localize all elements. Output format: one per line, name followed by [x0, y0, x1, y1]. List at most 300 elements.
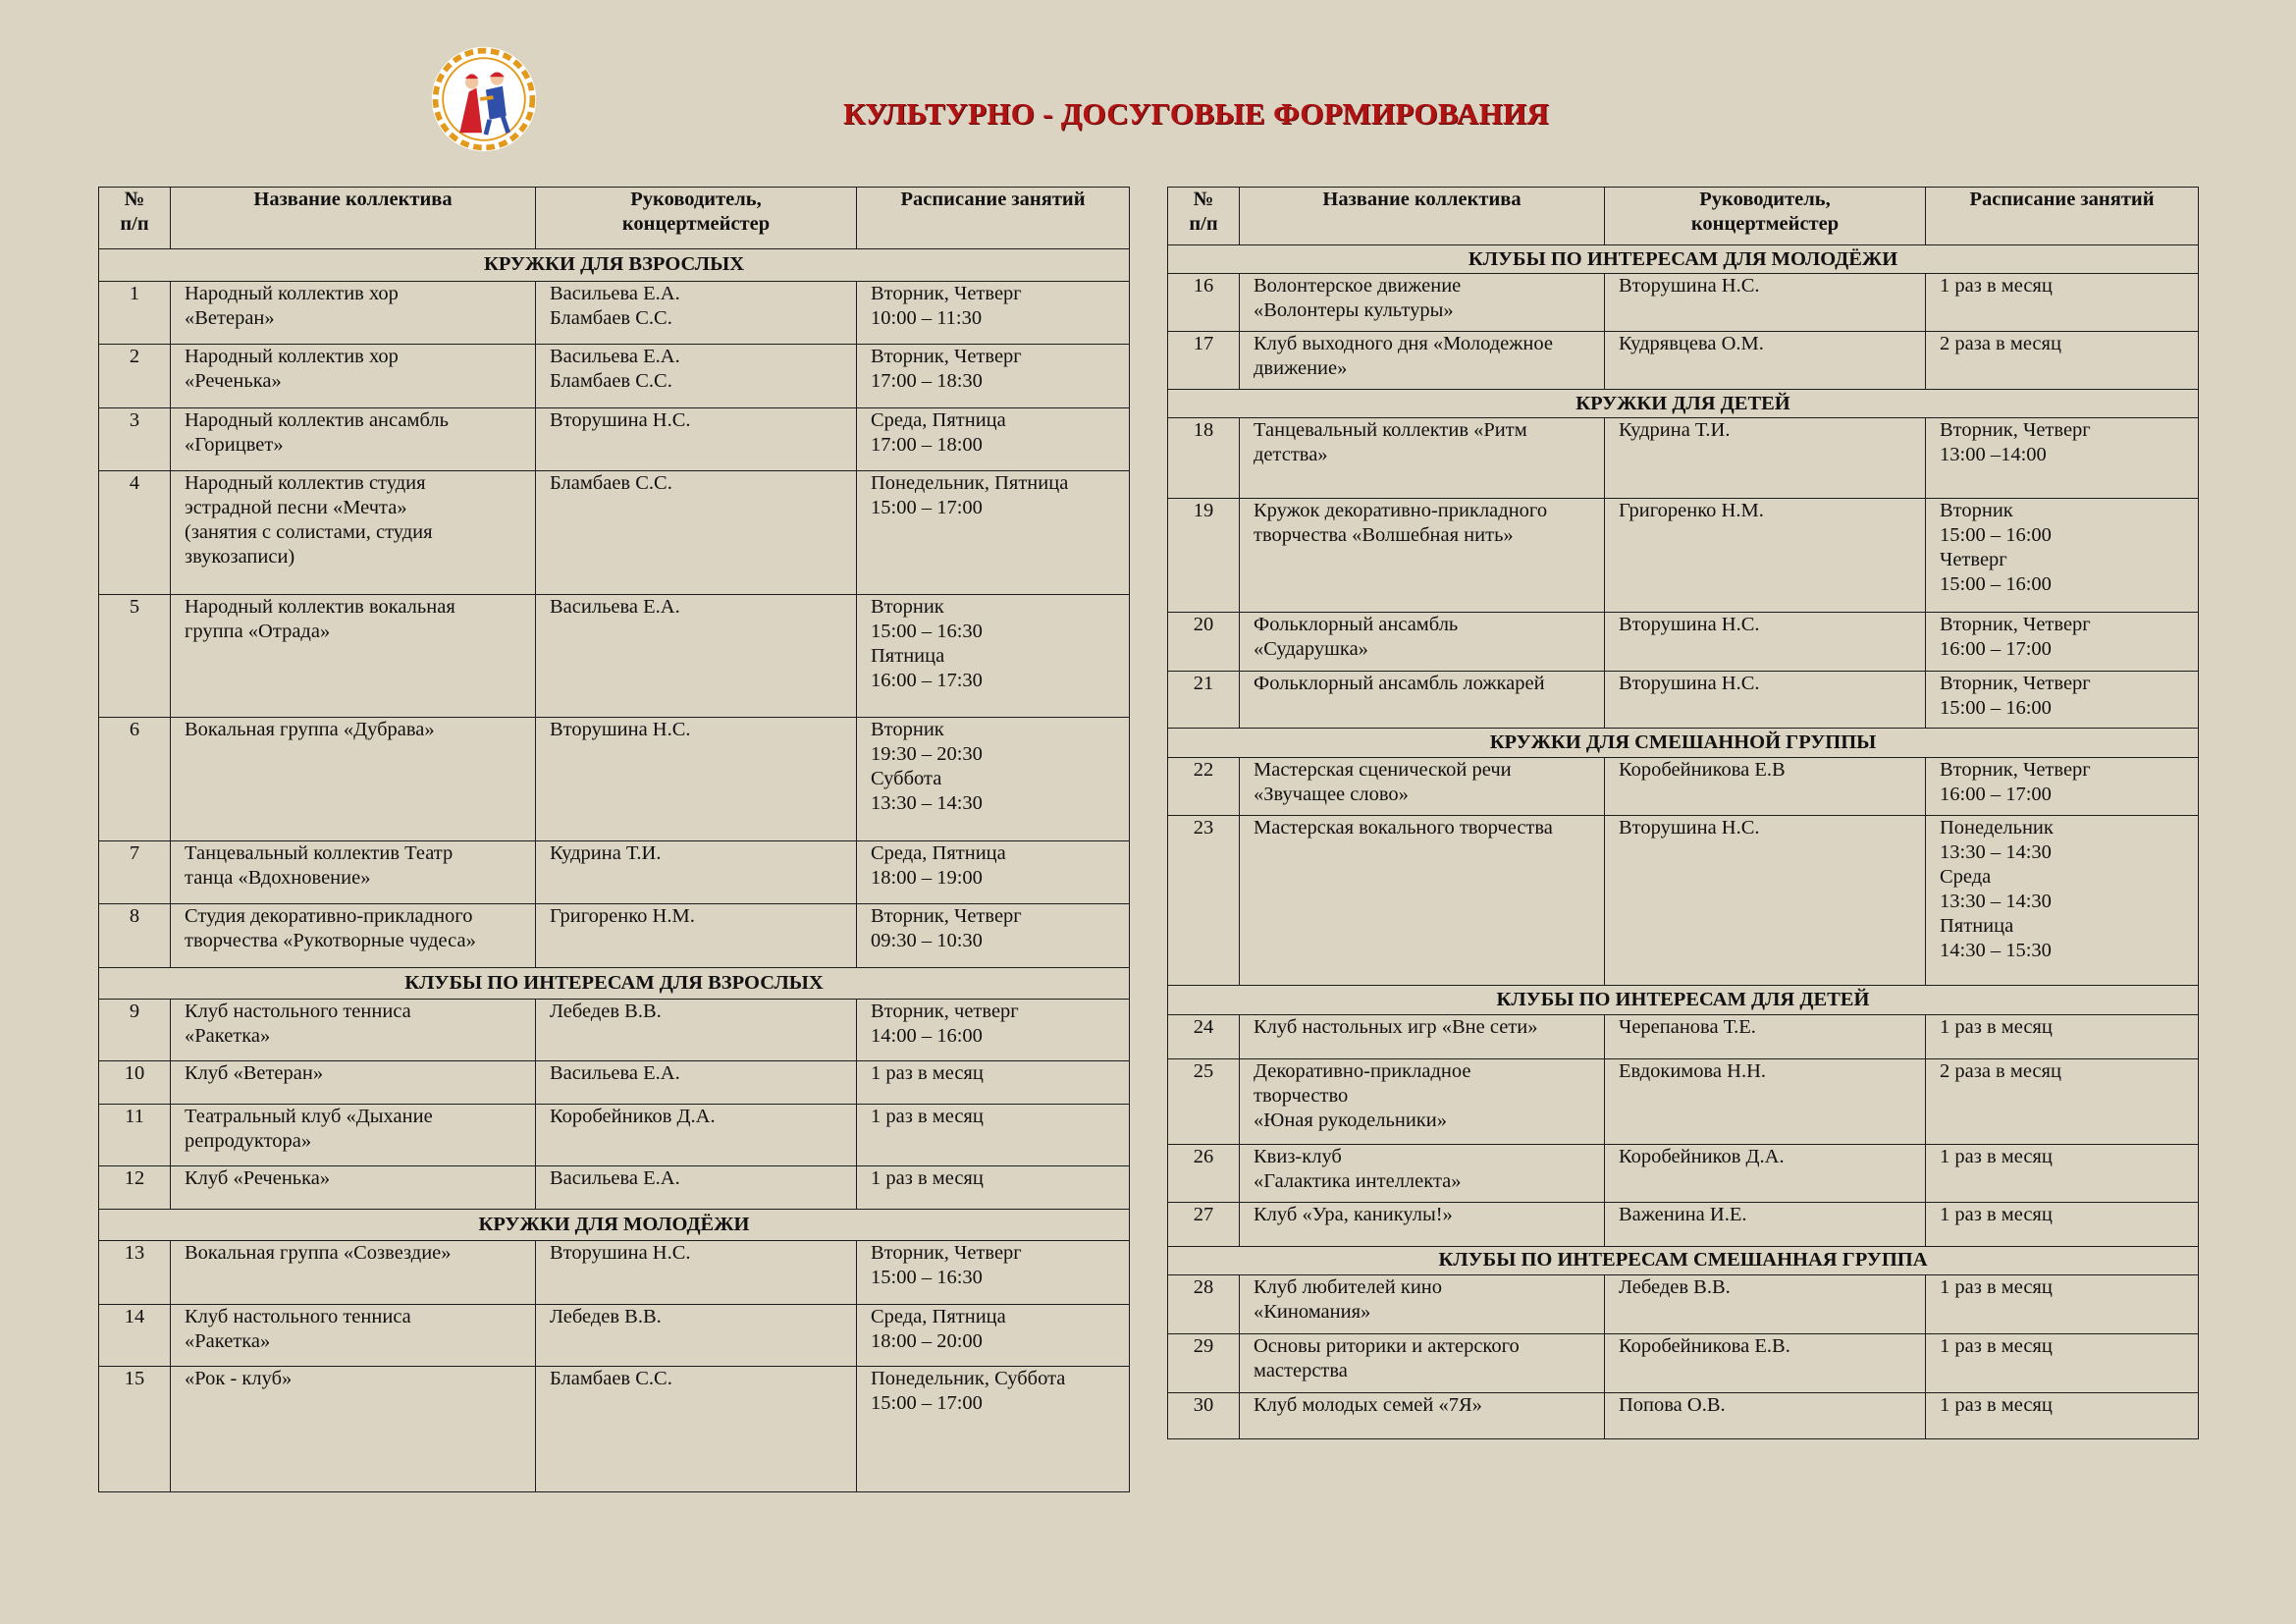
cell-schedule-line: Вторник, Четверг — [1940, 672, 2091, 694]
table-row — [99, 594, 1130, 717]
section-heading-row — [1168, 986, 2199, 1015]
row-number: 16 — [1168, 274, 1240, 332]
cell-name — [171, 471, 536, 594]
table-row — [1168, 1145, 2199, 1203]
table-row — [99, 904, 1130, 968]
cell-schedule — [1926, 1392, 2199, 1438]
cell-name-line: Студия декоративно-прикладного — [185, 905, 473, 928]
cell-schedule — [857, 407, 1130, 471]
cell-name — [1240, 1334, 1605, 1393]
table-header-row — [99, 188, 1130, 249]
cell-schedule-line: 14:30 – 15:30 — [1940, 939, 2052, 961]
cell-name-line: Кружок декоративно-прикладного — [1254, 500, 1548, 521]
section-heading: КЛУБЫ ПО ИНТЕРЕСАМ СМЕШАННАЯ ГРУППА — [1168, 1246, 2199, 1275]
cell-name-line: Вокальная группа «Созвездие» — [185, 1242, 452, 1265]
row-number: 1 — [99, 281, 171, 345]
cell-schedule — [857, 594, 1130, 717]
cell-schedule-line: 15:00 – 17:00 — [871, 497, 983, 519]
cell-leader — [1605, 758, 1926, 816]
cell-schedule-line: Суббота — [871, 768, 942, 790]
cell-leader — [1605, 815, 1926, 985]
header-leader-line: Руководитель, — [630, 189, 762, 210]
cell-name — [171, 1166, 536, 1209]
cell-name — [171, 1104, 536, 1165]
cell-leader — [1605, 274, 1926, 332]
row-number: 28 — [1168, 1275, 1240, 1334]
section-heading: КЛУБЫ ПО ИНТЕРЕСАМ ДЛЯ ВЗРОСЛЫХ — [99, 967, 1130, 999]
cell-name-line: репродуктора» — [185, 1129, 312, 1152]
cell-leader-line: Бламбаев С.С. — [550, 306, 672, 329]
cell-name-line: Мастерская вокального творчества — [1254, 816, 1553, 839]
cell-name-line: звукозаписи) — [185, 546, 295, 568]
row-number: 30 — [1168, 1392, 1240, 1438]
table-row — [99, 718, 1130, 840]
cell-leader — [1605, 1275, 1926, 1334]
cell-name — [171, 594, 536, 717]
cell-schedule — [857, 718, 1130, 840]
cell-leader-line: Важенина И.Е. — [1619, 1203, 1747, 1225]
table-row — [99, 1366, 1130, 1491]
cell-schedule-line: Среда, Пятница — [871, 841, 1006, 864]
section-heading: КЛУБЫ ПО ИНТЕРЕСАМ ДЛЯ МОЛОДЁЖИ — [1168, 244, 2199, 274]
cell-schedule-line: Вторник, Четверг — [871, 1242, 1022, 1265]
cell-name-line: «Сударушка» — [1254, 638, 1368, 660]
cell-leader — [536, 407, 857, 471]
cell-schedule-line: 1 раз в месяц — [871, 1062, 984, 1085]
cell-schedule-line: 15:00 – 16:00 — [1940, 696, 2052, 719]
cell-schedule-line: Понедельник, Суббота — [871, 1367, 1066, 1389]
cell-name — [171, 904, 536, 968]
cell-schedule-line: 15:00 – 17:00 — [871, 1391, 983, 1414]
cell-name — [1240, 1202, 1605, 1246]
cell-name-line: «Ракетка» — [185, 1025, 271, 1048]
cell-schedule-line: 2 раза в месяц — [1940, 333, 2061, 355]
cell-name-line: Декоративно-прикладное — [1254, 1059, 1471, 1082]
cell-name-line: «Звучащее слово» — [1254, 784, 1409, 806]
cell-name — [171, 1304, 536, 1366]
cell-name-line: детства» — [1254, 444, 1328, 466]
cell-schedule — [857, 1166, 1130, 1209]
cell-name — [1240, 1058, 1605, 1144]
schedule-table-left — [98, 187, 1130, 1492]
header-name — [1240, 188, 1605, 245]
table-row — [1168, 1275, 2199, 1334]
cell-name-line: Клуб настольного тенниса — [185, 1001, 411, 1023]
table-row — [99, 407, 1130, 471]
cell-leader-line: Васильева Е.А. — [550, 346, 680, 368]
section-heading-row — [1168, 1246, 2199, 1275]
cell-name — [171, 1366, 536, 1491]
cell-schedule-line: 16:00 – 17:00 — [1940, 784, 2052, 806]
cell-name-line: «Юная рукодельники» — [1254, 1109, 1447, 1131]
cell-leader-line: Вторушина Н.С. — [1619, 672, 1760, 694]
table-row — [99, 1304, 1130, 1366]
table-row — [99, 1166, 1130, 1209]
cell-schedule — [1926, 1145, 2199, 1203]
cell-schedule — [1926, 1058, 2199, 1144]
header-num-line: № — [124, 189, 145, 210]
cell-schedule-line: Вторник — [871, 595, 944, 618]
cell-leader-line: Вторушина Н.С. — [1619, 275, 1760, 298]
cell-name — [171, 1061, 536, 1104]
cell-schedule-line: 16:00 – 17:00 — [1940, 638, 2052, 660]
cell-schedule-line: Пятница — [871, 644, 945, 667]
row-number: 23 — [1168, 815, 1240, 985]
section-heading: КРУЖКИ ДЛЯ ДЕТЕЙ — [1168, 389, 2199, 418]
cell-schedule-line: Вторник, Четверг — [1940, 614, 2091, 635]
cell-name-line: (занятия с солистами, студия — [185, 521, 433, 544]
row-number: 10 — [99, 1061, 171, 1104]
row-number: 15 — [99, 1366, 171, 1491]
cell-name — [1240, 1015, 1605, 1059]
cell-leader — [1605, 671, 1926, 729]
section-heading: КРУЖКИ ДЛЯ ВЗРОСЛЫХ — [99, 249, 1130, 281]
cell-schedule — [857, 840, 1130, 904]
cell-name-line: Квиз-клуб — [1254, 1146, 1342, 1168]
row-number: 21 — [1168, 671, 1240, 729]
cell-leader — [536, 594, 857, 717]
cell-name-line: танца «Вдохновение» — [185, 866, 371, 889]
row-number: 22 — [1168, 758, 1240, 816]
header-num — [99, 188, 171, 249]
cell-schedule — [1926, 499, 2199, 613]
cell-leader — [536, 1104, 857, 1165]
cell-leader — [1605, 499, 1926, 613]
cell-leader-line: Васильева Е.А. — [550, 1062, 680, 1085]
cell-leader — [1605, 1202, 1926, 1246]
cell-name — [1240, 758, 1605, 816]
cell-leader — [536, 1061, 857, 1104]
cell-name-line: Волонтерское движение — [1254, 275, 1462, 298]
cell-name-line: Народный коллектив студия — [185, 472, 426, 495]
cell-leader — [1605, 613, 1926, 672]
cell-leader — [1605, 1334, 1926, 1393]
cell-schedule-line: Вторник, Четверг — [871, 282, 1022, 304]
table-row — [1168, 1015, 2199, 1059]
header-num-line: п/п — [120, 213, 149, 235]
cell-leader — [1605, 1145, 1926, 1203]
cell-schedule-line: Среда — [1940, 865, 1992, 888]
section-heading-row — [99, 967, 1130, 999]
cell-name-line: Народный коллектив хор — [185, 346, 399, 368]
cell-leader-line: Кудрявцева О.М. — [1619, 333, 1764, 355]
header-schedule-line: Расписание занятий — [900, 189, 1086, 210]
cell-leader — [1605, 418, 1926, 499]
cell-name-line: Клуб настольных игр «Вне сети» — [1254, 1016, 1538, 1039]
header-name-line: Название коллектива — [253, 189, 453, 210]
header-schedule — [857, 188, 1130, 249]
cell-leader — [536, 1366, 857, 1491]
row-number: 20 — [1168, 613, 1240, 672]
table-row — [1168, 418, 2199, 499]
cell-schedule-line: 18:00 – 19:00 — [871, 866, 983, 889]
section-heading: КЛУБЫ ПО ИНТЕРЕСАМ ДЛЯ ДЕТЕЙ — [1168, 986, 2199, 1015]
cell-name-line: Фольклорный ансамбль — [1254, 614, 1459, 635]
cell-name-line: «Реченька» — [185, 370, 282, 393]
row-number: 8 — [99, 904, 171, 968]
cell-leader-line: Коробейников Д.А. — [1619, 1146, 1785, 1168]
table-row — [99, 345, 1130, 408]
cell-name — [1240, 332, 1605, 390]
cell-leader-line: Лебедев В.В. — [550, 1305, 662, 1327]
cell-name-line: «Киномания» — [1254, 1301, 1371, 1324]
cell-schedule-line: Среда, Пятница — [871, 408, 1006, 431]
cell-schedule — [1926, 418, 2199, 499]
cell-name — [171, 718, 536, 840]
cell-schedule-line: 17:00 – 18:00 — [871, 433, 983, 456]
cell-leader-line: Бламбаев С.С. — [550, 370, 672, 393]
cell-name-line: движение» — [1254, 357, 1348, 380]
cell-schedule — [857, 904, 1130, 968]
cell-name — [1240, 613, 1605, 672]
cell-schedule-line: Вторник, Четверг — [1940, 759, 2091, 782]
cell-leader-line: Кудрина Т.И. — [550, 841, 662, 864]
table-row — [1168, 332, 2199, 390]
cell-name-line: творчества «Рукотворные чудеса» — [185, 930, 476, 952]
cell-schedule-line: 15:00 – 16:30 — [871, 1267, 983, 1289]
cell-schedule-line: 1 раз в месяц — [871, 1167, 984, 1190]
cell-name-line: творчества «Волшебная нить» — [1254, 524, 1514, 546]
cell-schedule-line: Вторник, Четверг — [871, 905, 1022, 928]
cell-schedule-line: Понедельник — [1940, 816, 2054, 839]
cell-leader-line: Попова О.В. — [1619, 1393, 1726, 1416]
cell-leader-line: Лебедев В.В. — [1619, 1276, 1731, 1299]
row-number: 11 — [99, 1104, 171, 1165]
cell-name — [1240, 815, 1605, 985]
cell-leader-line: Вторушина Н.С. — [1619, 816, 1760, 839]
cell-schedule — [857, 1241, 1130, 1305]
cell-schedule-line: 15:00 – 16:00 — [1940, 573, 2052, 595]
row-number: 7 — [99, 840, 171, 904]
row-number: 24 — [1168, 1015, 1240, 1059]
section-heading-row — [1168, 244, 2199, 274]
cell-schedule — [1926, 1275, 2199, 1334]
cell-name-line: эстрадной песни «Мечта» — [185, 497, 407, 519]
cell-schedule — [857, 1061, 1130, 1104]
header-leader — [536, 188, 857, 249]
cell-name-line: «Галактика интеллекта» — [1254, 1170, 1462, 1193]
cell-leader-line: Григоренко Н.М. — [550, 905, 695, 928]
cell-name — [171, 1000, 536, 1061]
cell-name-line: творчество — [1254, 1084, 1349, 1107]
cell-name-line: «Ветеран» — [185, 306, 275, 329]
cell-schedule-line: 10:00 – 11:30 — [871, 306, 983, 329]
cell-leader — [536, 840, 857, 904]
table-row — [1168, 274, 2199, 332]
cell-name-line: мастерства — [1254, 1360, 1348, 1382]
cell-name-line: Клуб выходного дня «Молодежное — [1254, 333, 1553, 355]
cell-schedule — [857, 345, 1130, 408]
table-row — [99, 1104, 1130, 1165]
cell-name — [1240, 499, 1605, 613]
cell-leader-line: Григоренко Н.М. — [1619, 500, 1764, 521]
table-row — [99, 1000, 1130, 1061]
cell-leader-line: Кудрина Т.И. — [1619, 419, 1731, 442]
cell-name-line: Клуб «Реченька» — [185, 1167, 331, 1190]
table-row — [1168, 1334, 2199, 1393]
cell-schedule-line: Пятница — [1940, 914, 2014, 937]
cell-schedule — [1926, 332, 2199, 390]
row-number: 2 — [99, 345, 171, 408]
cell-name-line: Народный коллектив хор — [185, 282, 399, 304]
cell-leader-line: Вторушина Н.С. — [550, 1242, 691, 1265]
cell-name — [1240, 1275, 1605, 1334]
cell-leader — [536, 281, 857, 345]
cell-name-line: «Ракетка» — [185, 1329, 271, 1352]
row-number: 3 — [99, 407, 171, 471]
cell-name-line: Клуб «Ветеран» — [185, 1062, 324, 1085]
cell-leader-line: Коробейников Д.А. — [550, 1105, 716, 1127]
cell-name-line: Народный коллектив ансамбль — [185, 408, 449, 431]
cell-leader — [536, 471, 857, 594]
row-number: 27 — [1168, 1202, 1240, 1246]
cell-schedule — [1926, 274, 2199, 332]
cell-leader-line: Лебедев В.В. — [550, 1001, 662, 1023]
table-row — [99, 1241, 1130, 1305]
table-row — [1168, 613, 2199, 672]
cell-schedule — [1926, 815, 2199, 985]
cell-leader-line: Коробейникова Е.В — [1619, 759, 1786, 782]
cell-leader — [1605, 1392, 1926, 1438]
cell-leader-line: Бламбаев С.С. — [550, 1367, 672, 1389]
cell-schedule — [1926, 671, 2199, 729]
cell-schedule-line: 1 раз в месяц — [1940, 275, 2053, 298]
cell-name — [171, 281, 536, 345]
table-row — [1168, 758, 2199, 816]
cell-schedule — [857, 471, 1130, 594]
table-row — [1168, 1202, 2199, 1246]
section-heading: КРУЖКИ ДЛЯ СМЕШАННОЙ ГРУППЫ — [1168, 729, 2199, 758]
cell-schedule-line: 2 раза в месяц — [1940, 1059, 2061, 1082]
cell-leader — [1605, 1015, 1926, 1059]
header-leader — [1605, 188, 1926, 245]
header-name-line: Название коллектива — [1322, 189, 1522, 210]
cell-schedule-line: Среда, Пятница — [871, 1305, 1006, 1327]
cell-schedule — [857, 1304, 1130, 1366]
cell-leader — [536, 904, 857, 968]
cell-schedule — [857, 1366, 1130, 1491]
cell-leader-line: Бламбаев С.С. — [550, 472, 672, 495]
cell-name-line: Народный коллектив вокальная — [185, 595, 455, 618]
table-row — [99, 471, 1130, 594]
cell-schedule-line: 1 раз в месяц — [1940, 1335, 2053, 1358]
cell-name — [171, 840, 536, 904]
cell-name-line: Вокальная группа «Дубрава» — [185, 719, 435, 741]
row-number: 9 — [99, 1000, 171, 1061]
cell-name-line: Клуб молодых семей «7Я» — [1254, 1393, 1482, 1416]
cell-leader-line: Евдокимова Н.Н. — [1619, 1059, 1767, 1082]
table-row — [99, 1061, 1130, 1104]
cell-leader — [536, 1000, 857, 1061]
cell-schedule-line: 19:30 – 20:30 — [871, 743, 983, 766]
table-row — [1168, 815, 2199, 985]
table-row — [1168, 499, 2199, 613]
table-row — [99, 281, 1130, 345]
cell-name-line: Мастерская сценической речи — [1254, 759, 1512, 782]
cell-name-line: Танцевальный коллектив Театр — [185, 841, 454, 864]
cell-leader-line: Вторушина Н.С. — [1619, 614, 1760, 635]
cell-schedule-line: 1 раз в месяц — [1940, 1146, 2053, 1168]
cell-name — [1240, 1392, 1605, 1438]
cell-leader — [536, 1241, 857, 1305]
row-number: 25 — [1168, 1058, 1240, 1144]
header-num — [1168, 188, 1240, 245]
header-num-line: № — [1193, 189, 1214, 210]
cell-name-line: Театральный клуб «Дыхание — [185, 1105, 433, 1127]
row-number: 26 — [1168, 1145, 1240, 1203]
header-leader-line: концертмейстер — [621, 213, 771, 235]
header-schedule-line: Расписание занятий — [1969, 189, 2155, 210]
header-leader-line: концертмейстер — [1690, 213, 1840, 235]
section-heading-row — [1168, 729, 2199, 758]
row-number: 4 — [99, 471, 171, 594]
cell-leader-line: Коробейникова Е.В. — [1619, 1335, 1790, 1358]
table-row — [99, 840, 1130, 904]
cell-schedule-line: 1 раз в месяц — [1940, 1276, 2053, 1299]
row-number: 29 — [1168, 1334, 1240, 1393]
header-schedule — [1926, 188, 2199, 245]
cell-schedule-line: 18:00 – 20:00 — [871, 1329, 983, 1352]
cell-schedule-line: 16:00 – 17:30 — [871, 669, 983, 691]
cell-schedule-line: 15:00 – 16:30 — [871, 620, 983, 642]
cell-schedule-line: Понедельник, Пятница — [871, 472, 1069, 495]
cell-schedule-line: 13:30 – 14:30 — [871, 792, 983, 815]
header-leader-line: Руководитель, — [1699, 189, 1831, 210]
cell-schedule-line: 14:00 – 16:00 — [871, 1025, 983, 1048]
cell-name — [1240, 274, 1605, 332]
cell-schedule — [1926, 613, 2199, 672]
cell-schedule-line: 1 раз в месяц — [1940, 1016, 2053, 1039]
table-row — [1168, 1392, 2199, 1438]
header-name — [171, 188, 536, 249]
section-heading-row — [1168, 389, 2199, 418]
row-number: 12 — [99, 1166, 171, 1209]
cell-name-line: Клуб настольного тенниса — [185, 1305, 411, 1327]
row-number: 17 — [1168, 332, 1240, 390]
cell-leader — [536, 1304, 857, 1366]
cell-name-line: группа «Отрада» — [185, 620, 331, 642]
header-num-line: п/п — [1189, 213, 1218, 235]
page-title: КУЛЬТУРНО - ДОСУГОВЫЕ ФОРМИРОВАНИЯ — [843, 96, 1549, 131]
cell-name-line: «Рок - клуб» — [185, 1367, 293, 1389]
row-number: 6 — [99, 718, 171, 840]
table-header-row — [1168, 188, 2199, 245]
cell-name — [171, 1241, 536, 1305]
cell-schedule-line: Четверг — [1940, 549, 2007, 570]
cell-leader — [536, 718, 857, 840]
cell-schedule-line: 13:30 – 14:30 — [1940, 890, 2052, 912]
cell-leader — [1605, 1058, 1926, 1144]
row-number: 13 — [99, 1241, 171, 1305]
cell-schedule-line: 13:00 –14:00 — [1940, 444, 2047, 466]
cell-leader-line: Васильева Е.А. — [550, 1167, 680, 1190]
table-row — [1168, 671, 2199, 729]
cell-name-line: Танцевальный коллектив «Ритм — [1254, 419, 1527, 442]
cell-schedule-line: 17:00 – 18:30 — [871, 370, 983, 393]
row-number: 14 — [99, 1304, 171, 1366]
cell-schedule — [1926, 1015, 2199, 1059]
row-number: 18 — [1168, 418, 1240, 499]
cell-schedule-line: 1 раз в месяц — [1940, 1203, 2053, 1225]
section-heading: КРУЖКИ ДЛЯ МОЛОДЁЖИ — [99, 1209, 1130, 1240]
cell-leader — [536, 345, 857, 408]
cell-name-line: Фольклорный ансамбль ложкарей — [1254, 672, 1545, 694]
cell-name-line: Клуб «Ура, каникулы!» — [1254, 1203, 1453, 1225]
cell-schedule — [857, 1104, 1130, 1165]
schedule-table-right — [1167, 187, 2199, 1439]
cell-name-line: «Горицвет» — [185, 433, 284, 456]
cell-schedule-line: Вторник — [871, 719, 944, 741]
